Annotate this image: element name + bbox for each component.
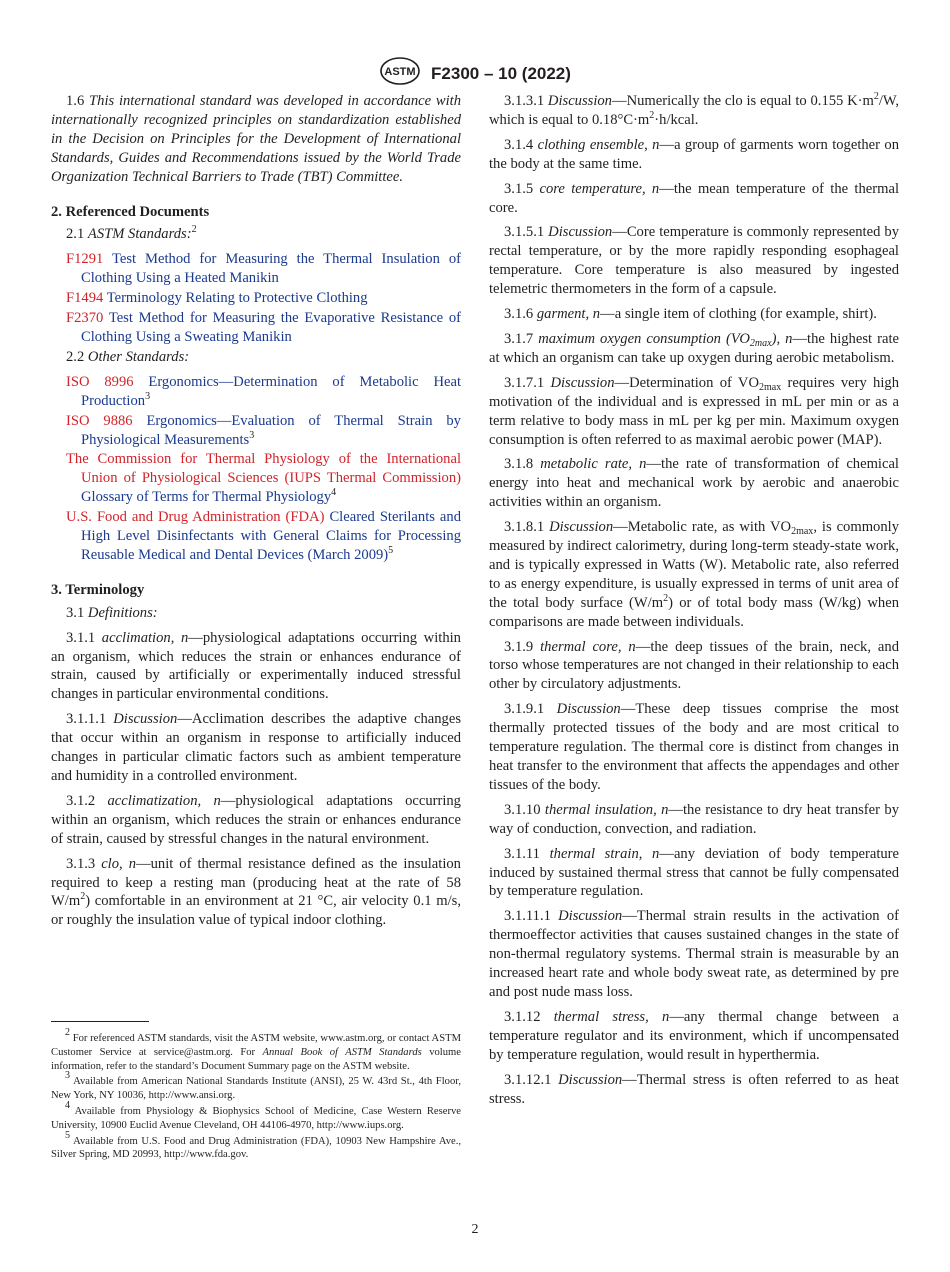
definition-3-1-4: 3.1.4 clothing ensemble, n—a group of garments worn together on the body at the same time. xyxy=(489,136,900,172)
footnotes xyxy=(51,1027,461,1164)
page-number: 2 xyxy=(471,1222,479,1237)
ref-f1291[interactable]: F1291 Test Method for Measuring the Thermal Insulation of Clothing Using a Heated Manikin xyxy=(66,251,461,287)
footnote-3: 3 Available from American National Standards Institute (ANSI), 25 W. 43rd St., 4th Floor, New York, NY 10036, http://www.ansi.org. xyxy=(51,1070,461,1102)
discussion-3-1-3-1: 3.1.3.1 Discussion—Numerically the clo is equal to 0.155 $K\cdot m^2/W$, which is equal to $0.18^\circ C\cdot m^2\cdot h$/kcal. xyxy=(489,91,899,128)
definition-3-1-7: 3.1.7 maximum oxygen consumption $(VO_{2max})$, n—the highest rate at which an organism can take up oxygen during aerobic metabolism. xyxy=(489,330,899,366)
ref-f2370[interactable]: F2370 Test Method for Measuring the Evaporative Resistance of Clothing Using a Sweating Manikin xyxy=(66,310,461,345)
definition-3-1-2: 3.1.2 acclimatization, n—physiological adaptations occurring within an organism, which reduces the strain or enhances endurance of strain, caused by stressful changes in the natural environment. xyxy=(51,792,461,847)
discussion-3-1-1-1: 3.1.1.1 Discussion—Acclimation describes the adaptive changes that occur within an organism in response to artificially induced changes in particular climatic factors such as ambient temperature and humidity in a controlled environment. xyxy=(51,711,461,784)
footnote-2: 2 For referenced ASTM standards, visit the ASTM website, www.astm.org, or contact ASTM Customer Service at service@astm.org. For Annual Book of ASTM Standards volume information, refer to the standard’s Document Summary page on the ASTM website. xyxy=(51,1027,461,1072)
svg-text:ASTM: ASTM xyxy=(384,66,416,78)
discussion-3-1-9-1: 3.1.9.1 Discussion—These deep tissues comprise the most thermally protected tissues of the body and are most critical to temperature regulation. The thermal core is distinct from changes in heat transfer to the environment that affects the appendages and other tissues of the body. xyxy=(489,701,899,793)
definition-3-1-11: 3.1.11 thermal strain, n—any deviation of body temperature induced by sustained thermal stress that cannot be fully compensated by temperature regulation. xyxy=(489,845,900,900)
ref-f1494[interactable]: F1494 Terminology Relating to Protective Clothing xyxy=(66,290,368,307)
section-3-heading: 3. Terminology xyxy=(51,581,145,598)
definition-3-1-12: 3.1.12 thermal stress, n—any thermal change between a temperature regulator and its environment, which if uncompensated by temperature regulation, would result in hyperthermia. xyxy=(489,1008,899,1063)
definition-3-1-1: 3.1.1 acclimation, n—physiological adaptations occurring within an organism, which reduces the strain or enhances endurance of strain, caused by artificially or experimentally induced stressful changes in particular environmental conditions. xyxy=(51,629,461,703)
discussion-3-1-11-1: 3.1.11.1 Discussion—Thermal strain results in the activation of thermoeffector activities that causes sustained changes in the state of non-thermal regulatory systems. Thermal strain is measurable by an increased heart rate and whole body sweat rate, as determined by pre and post nude mass loss. xyxy=(489,908,899,1000)
page-header xyxy=(0,56,950,91)
footnote-divider xyxy=(51,1021,149,1022)
discussion-3-1-5-1: 3.1.5.1 Discussion—Core temperature is commonly represented by rectal temperature, or by the more rapidly responding esophageal temperature. Core temperature is also measured by ingested telemetric thermometers in the form of a capsule. xyxy=(489,224,899,298)
section-2-heading: 2. Referenced Documents xyxy=(51,203,210,220)
footnote-5: 5 Available from U.S. Food and Drug Administration (FDA), 10903 New Hampshire Ave., Silver Spring, MD 20993, http://www.fda.gov. xyxy=(51,1129,461,1161)
ref-iso-8996[interactable]: ISO 8996 Ergonomics—Determination of Metabolic Heat Production$^3$ xyxy=(66,373,461,409)
discussion-3-1-8-1: 3.1.8.1 Discussion—Metabolic rate, as with $VO_{2max}$, is commonly measured by indirect calorimetry, during long-term steady-state work, and is typically expressed in Watts (W). Metabolic rate, also referred to as energy expenditure, is usually expressed in terms of unit area of the total body surface $(W/m^2)$ or of total body mass (W/kg) when comparisons are made between individuals. xyxy=(489,519,900,630)
footnote-4: 4 Available from Physiology & Biophysics School of Medicine, Case Western Reserve University, 10900 Euclid Avenue Cleveland, OH 44106-4970, http://www.iups.org. xyxy=(51,1099,461,1131)
definition-3-1-5: 3.1.5 core temperature, n—the mean temperature of the thermal core. xyxy=(489,180,900,216)
definition-3-1-9: 3.1.9 thermal core, n—the deep tissues of the brain, neck, and torso whose temperatures are not changed in their relationship to each other by circulatory adjustments. xyxy=(489,638,899,693)
left-column xyxy=(51,92,461,936)
document-id: F2300 – 10 (2022) xyxy=(431,63,571,83)
definition-3-1-3: 3.1.3 clo, n—unit of thermal resistance defined as the insulation required to keep a resting man (producing heat at the rate of 58 $W/m^2$) comfortable in an environment at 21 °C, air velocity 0.1 m/s, or roughly the insulation value of typical indoor clothing. xyxy=(51,855,461,929)
right-column xyxy=(489,92,899,1114)
section-2-1: 2.1 ASTM Standards:$^2$ xyxy=(66,224,197,243)
ref-iups[interactable]: The Commission for Thermal Physiology of the International Union of Physiological Sciences (IUPS Thermal Commission) Glossary of Terms for Thermal Physiology$^4$ xyxy=(66,451,461,506)
definition-3-1-8: 3.1.8 metabolic rate, n—the rate of transformation of chemical energy into heat and mechanical work by aerobic and anaerobic activities within an organism. xyxy=(489,456,899,511)
definition-3-1-6: 3.1.6 garment, n—a single item of clothing (for example, shirt). xyxy=(504,306,877,323)
ref-iso-9886[interactable]: ISO 9886 Ergonomics—Evaluation of Thermal Strain by Physiological Measurements$^3$ xyxy=(66,412,461,448)
section-3-1: 3.1 Definitions: xyxy=(66,604,158,621)
ref-fda[interactable]: U.S. Food and Drug Administration (FDA) Cleared Sterilants and High Level Disinfectants with General Claims for Processing Reusable Medical and Dental Devices (March 2009)$^5$ xyxy=(66,509,462,563)
astm-logo-icon xyxy=(379,56,421,91)
discussion-3-1-12-1: 3.1.12.1 Discussion—Thermal stress is often referred to as heat stress. xyxy=(489,1071,899,1107)
section-2-2: 2.2 Other Standards: xyxy=(66,348,190,365)
definition-3-1-10: 3.1.10 thermal insulation, n—the resistance to dry heat transfer by way of conduction, convection, and radiation. xyxy=(489,801,899,837)
discussion-3-1-7-1: 3.1.7.1 Discussion—Determination of $VO_{2max}$ requires very high motivation of the individual and is expressed in mL per min or as a term relative to body mass in mL per kg per min. Maximum oxygen consumption is often referred to as maximal aerobic power (MAP). xyxy=(489,374,899,448)
section-1-6: 1.6 This international standard was developed in accordance with internationally recognized principles on standardization established in the Decision on Principles for the Development of International Standards, Guides and Recommendations issued by the World Trade Organization Technical Barriers to Trade (TBT) Committee. xyxy=(51,93,462,185)
